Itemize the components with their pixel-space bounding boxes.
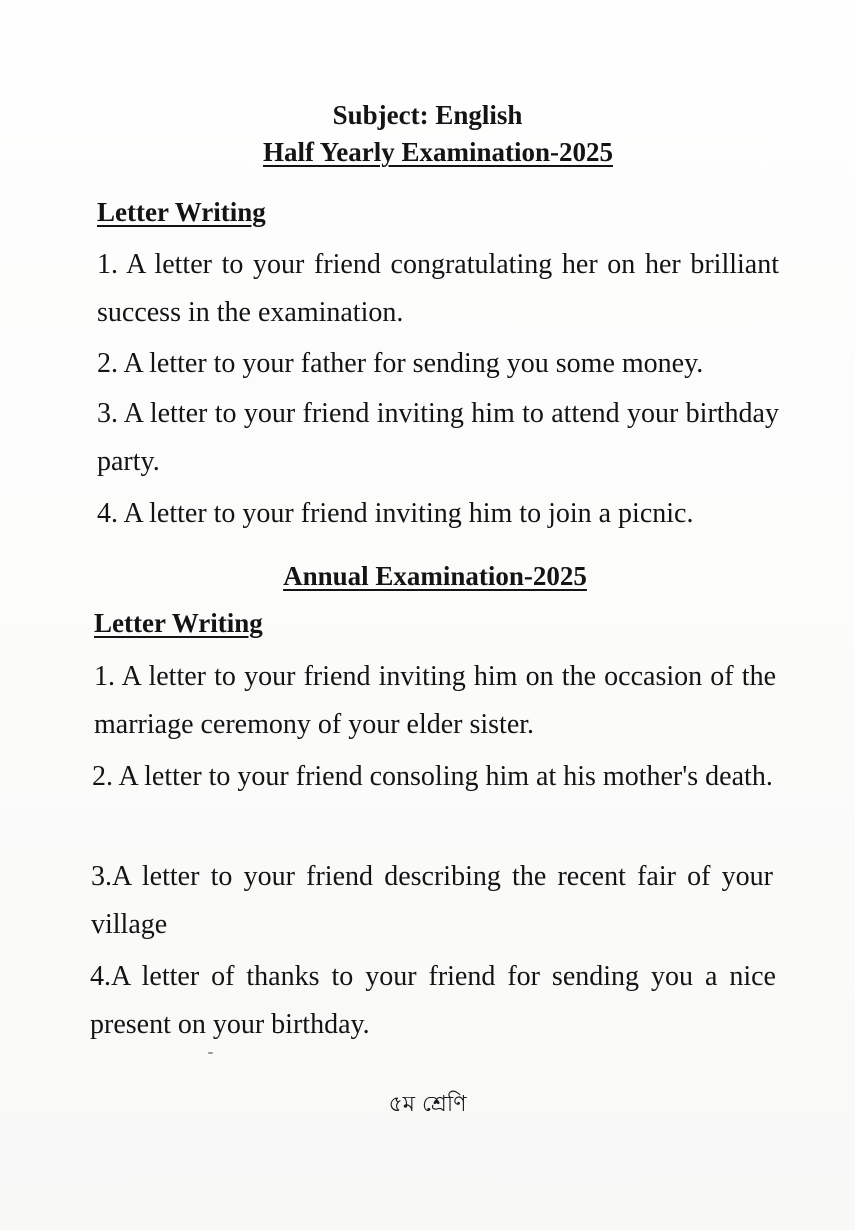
annual-section-heading: Letter Writing [94, 608, 263, 638]
half-yearly-section-heading: Letter Writing [97, 197, 266, 227]
annual-item-2: 2. A letter to your friend consoling him at his mother's death. [92, 761, 773, 792]
annual-exam-title: Annual Examination-2025 [283, 561, 587, 591]
half-yearly-exam-title: Half Yearly Examination-2025 [263, 137, 613, 167]
half-yearly-item-4: 4. A letter to your friend inviting him to join a picnic. [97, 498, 694, 529]
class-label: ৫ম শ্রেণি [388, 1092, 467, 1117]
half-yearly-item-3: 3. A letter to your friend inviting him to attend your birthday party. [97, 398, 779, 477]
annual-item-3: 3.A letter to your friend describing the recent fair of your village [91, 861, 773, 940]
half-yearly-item-2: 2. A letter to your father for sending you some money. [97, 348, 704, 379]
annual-item-4: 4.A letter of thanks to your friend for sending you a nice present on your birthday. [90, 961, 776, 1040]
half-yearly-item-1: 1. A letter to your friend congratulating her on her brilliant success in the examination. [97, 249, 779, 328]
scan-speck [208, 1052, 213, 1054]
subject-title: Subject: English [332, 100, 523, 130]
annual-item-1: 1. A letter to your friend inviting him on the occasion of the marriage ceremony of your elder sister. [94, 661, 776, 740]
